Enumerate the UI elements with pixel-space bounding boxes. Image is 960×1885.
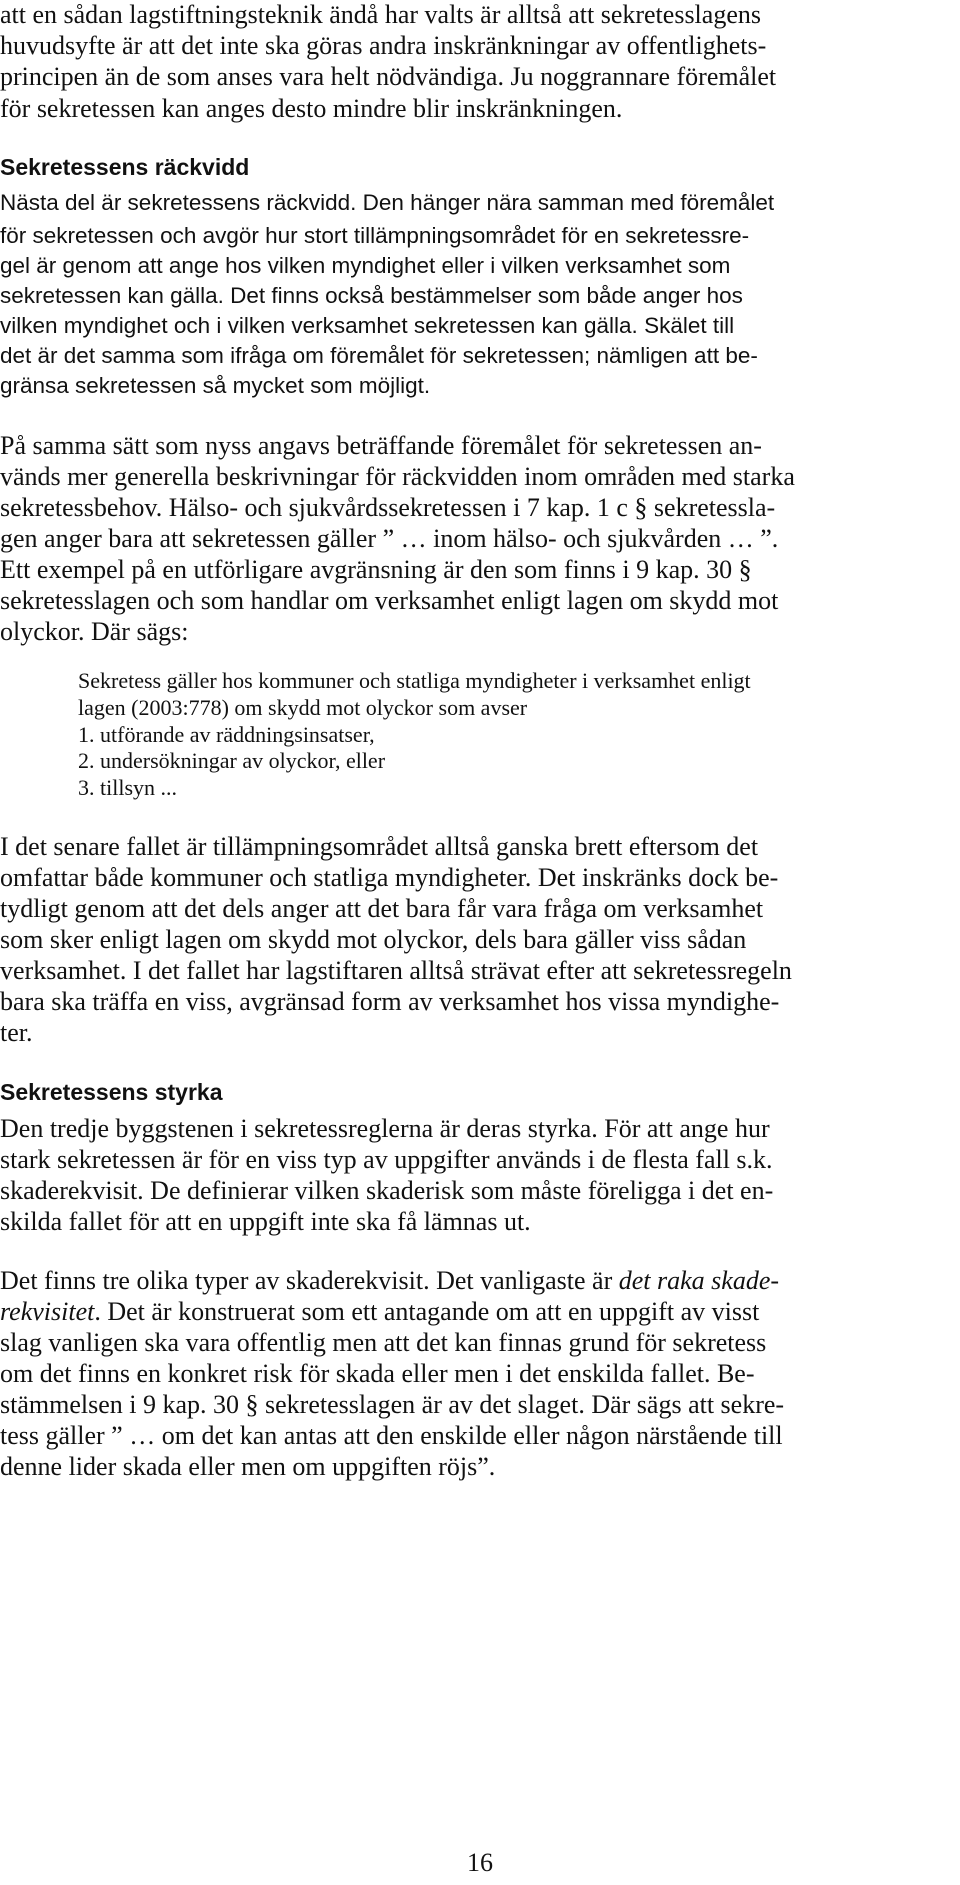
body-line: ter. — [0, 1018, 33, 1047]
emphasized-term: det raka skade- — [618, 1266, 780, 1295]
intro-line: principen än de som anses vara helt nödvändiga. Ju noggrannare föremålet — [0, 62, 777, 91]
body-line: som sker enligt lagen om skydd mot olyckor, dels bara gäller viss sådan — [0, 925, 747, 954]
body-line: omfattar både kommuner och statliga myndigheter. Det inskränks dock be- — [0, 863, 779, 892]
body-line: bara ska träffa en viss, avgränsad form av verksamhet hos vissa myndighe- — [0, 987, 780, 1016]
body-line: om det finns en konkret risk för skada eller men i det enskilda fallet. Be- — [0, 1359, 755, 1388]
body-text: . Det är konstruerat som ett antagande om att en uppgift av visst — [94, 1297, 760, 1326]
body-line: sekretessen kan gälla. Det finns också bestämmelser som både anger hos — [0, 283, 743, 308]
body-line: sekretesslagen och som handlar om verksamhet enligt lagen om skydd mot — [0, 586, 779, 615]
body-line: olyckor. Där sägs: — [0, 617, 189, 646]
section-heading-styrka: Sekretessens styrka — [0, 1079, 223, 1105]
quote-line: lagen (2003:778) om skydd mot olyckor som avser — [78, 695, 528, 720]
section-heading-rackvidd: Sekretessens räckvidd — [0, 154, 250, 180]
body-line: verksamhet. I det fallet har lagstiftaren alltså strävat efter att sekretessregeln — [0, 956, 792, 985]
intro-line: för sekretessen kan anges desto mindre blir inskränkningen. — [0, 94, 623, 123]
body-line — [0, 1266, 779, 1296]
body-line: I det senare fallet är tillämpningsområdet alltså ganska brett eftersom det — [0, 832, 759, 861]
body-line: tess gäller ” … om det kan antas att den enskilde eller någon närstående till — [0, 1421, 783, 1450]
emphasized-term: rekvisitet — [0, 1297, 95, 1326]
intro-line: huvudsyfte är att det inte ska göras andra inskränkningar av offentlighets- — [0, 31, 767, 60]
body-line: sekretessbehov. Hälso- och sjukvårdssekretessen i 7 kap. 1 c § sekretessla- — [0, 493, 776, 522]
page-number: 16 — [467, 1848, 493, 1877]
body-line: vänds mer generella beskrivningar för räckvidden inom områden med starka — [0, 462, 795, 491]
body-line: skilda fallet för att en uppgift inte ska få lämnas ut. — [0, 1207, 531, 1236]
body-line: Ett exempel på en utförligare avgränsning är den som finns i 9 kap. 30 § — [0, 555, 752, 584]
body-line: tydligt genom att det dels anger att det bara får vara fråga om verksamhet — [0, 894, 764, 923]
body-line: gen anger bara att sekretessen gäller ” … inom hälso- och sjukvården … ”. — [0, 524, 779, 553]
body-line: Nästa del är sekretessens räckvidd. Den hänger nära samman med föremålet — [0, 190, 775, 215]
quote-line: 1. utförande av räddningsinsatser, — [78, 722, 375, 747]
body-line — [0, 1297, 759, 1327]
quote-line: 2. undersökningar av olyckor, eller — [78, 748, 386, 773]
intro-line: att en sådan lagstiftningsteknik ändå har valts är alltså att sekretesslagens — [0, 0, 761, 29]
body-line: stark sekretessen är för en viss typ av uppgifter används i de flesta fall s.k. — [0, 1145, 773, 1174]
body-line: vilken myndighet och i vilken verksamhet sekretessen kan gälla. Skälet till — [0, 313, 735, 338]
body-line: skaderekvisit. De definierar vilken skaderisk som måste föreligga i det en- — [0, 1176, 774, 1205]
body-line: gränsa sekretessen så mycket som möjligt. — [0, 373, 431, 398]
body-line: Den tredje byggstenen i sekretessreglerna är deras styrka. För att ange hur — [0, 1114, 770, 1143]
body-line: det är det samma som ifråga om föremålet för sekretessen; nämligen att be- — [0, 343, 758, 368]
body-line: denne lider skada eller men om uppgiften röjs”. — [0, 1452, 496, 1481]
body-line: gel är genom att ange hos vilken myndighet eller i vilken verksamhet som — [0, 253, 731, 278]
body-line: stämmelsen i 9 kap. 30 § sekretesslagen är av det slaget. Där sägs att sekre- — [0, 1390, 785, 1419]
quote-line: 3. tillsyn ... — [78, 775, 178, 800]
body-line: På samma sätt som nyss angavs beträffande föremålet för sekretessen an- — [0, 431, 762, 460]
body-line: slag vanligen ska vara offentlig men att det kan finnas grund för sekretess — [0, 1328, 767, 1357]
body-text: Det finns tre olika typer av skaderekvisit. Det vanligaste är — [0, 1266, 619, 1295]
quote-line: Sekretess gäller hos kommuner och statliga myndigheter i verksamhet enligt — [78, 668, 751, 693]
body-line: för sekretessen och avgör hur stort tillämpningsområdet för en sekretessre- — [0, 223, 750, 248]
